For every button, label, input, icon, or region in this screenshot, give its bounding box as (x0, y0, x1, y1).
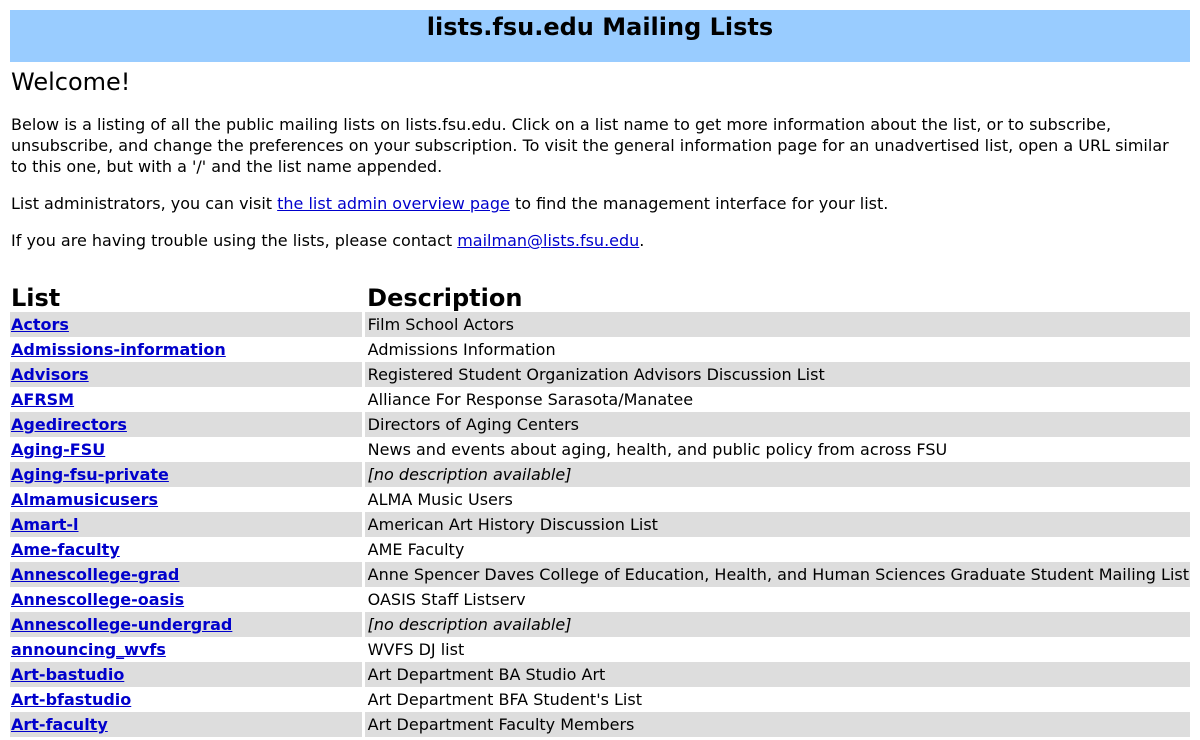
list-description-cell (363, 487, 1190, 512)
list-description-cell (363, 387, 1190, 412)
list-name-link[interactable]: Advisors (11, 365, 89, 384)
list-description-cell (363, 587, 1190, 612)
list-name-cell (10, 637, 363, 662)
list-name-link[interactable]: Aging-fsu-private (11, 465, 169, 484)
contact-text-after: . (639, 231, 645, 250)
list-name-link[interactable]: Art-bfastudio (11, 690, 132, 709)
list-description: Admissions Information (367, 340, 556, 359)
list-description: American Art History Discussion List (367, 515, 658, 534)
list-description: News and events about aging, health, and public policy from across FSU (367, 440, 948, 459)
welcome-heading: Welcome! (11, 68, 131, 96)
list-name-cell (10, 612, 363, 637)
list-description-cell (363, 462, 1190, 487)
list-name-cell (10, 412, 363, 437)
list-description: Anne Spencer Daves College of Education, Health, and Human Sciences Graduate Student Mailing List (367, 565, 1189, 584)
list-name-link[interactable]: Art-bastudio (11, 665, 125, 684)
list-name-link[interactable]: Almamusicusers (11, 490, 159, 509)
table-row (10, 312, 1190, 337)
list-name-cell (10, 712, 363, 737)
table-row (10, 637, 1190, 662)
list-name-link[interactable]: Annescollege-undergrad (11, 615, 233, 634)
list-description-cell (363, 437, 1190, 462)
table-row (10, 387, 1190, 412)
table-row (10, 362, 1190, 387)
list-description-cell (363, 337, 1190, 362)
list-description: [no description available] (367, 465, 572, 484)
list-name-link[interactable]: Art-faculty (11, 715, 108, 734)
list-description-cell (363, 562, 1190, 587)
list-description: Art Department BFA Student's List (367, 690, 642, 709)
list-description-cell (363, 637, 1190, 662)
list-description: ALMA Music Users (367, 490, 513, 509)
list-name-cell (10, 387, 363, 412)
list-description: Art Department BA Studio Art (367, 665, 606, 684)
list-name-cell (10, 312, 363, 337)
contact-text-before: If you are having trouble using the lists, please contact (11, 231, 458, 250)
column-header-list: List (11, 284, 61, 312)
list-description: [no description available] (367, 615, 572, 634)
table-body (10, 312, 1190, 737)
list-name-cell (10, 462, 363, 487)
list-description: WVFS DJ list (367, 640, 465, 659)
list-name-cell (10, 587, 363, 612)
list-name-link[interactable]: Annescollege-grad (11, 565, 180, 584)
list-name-cell (10, 487, 363, 512)
mailing-lists-table (10, 280, 1190, 737)
table-row (10, 462, 1190, 487)
page-title: lists.fsu.edu Mailing Lists (426, 13, 774, 41)
list-description-cell (363, 412, 1190, 437)
list-name-link[interactable]: Annescollege-oasis (11, 590, 185, 609)
list-description: Film School Actors (367, 315, 514, 334)
list-description: AME Faculty (367, 540, 465, 559)
list-description-cell (363, 537, 1190, 562)
list-name-link[interactable]: Amart-l (11, 515, 79, 534)
list-name-link[interactable]: Aging-FSU (11, 440, 106, 459)
list-description: Alliance For Response Sarasota/Manatee (367, 390, 694, 409)
table-row (10, 587, 1190, 612)
table-row (10, 662, 1190, 687)
list-description-cell (363, 662, 1190, 687)
table-row (10, 412, 1190, 437)
list-description: Directors of Aging Centers (367, 415, 579, 434)
list-name-cell (10, 512, 363, 537)
list-name-link[interactable]: Actors (11, 315, 69, 334)
admin-paragraph (11, 193, 1189, 214)
list-name-cell (10, 437, 363, 462)
list-description-cell (363, 612, 1190, 637)
table-row (10, 537, 1190, 562)
list-description: OASIS Staff Listserv (367, 590, 526, 609)
list-name-link[interactable]: AFRSM (11, 390, 75, 409)
list-description-cell (363, 687, 1190, 712)
list-description-cell (363, 312, 1190, 337)
table-row (10, 487, 1190, 512)
list-description: Art Department Faculty Members (367, 715, 635, 734)
contact-paragraph (11, 230, 1189, 251)
table-row (10, 512, 1190, 537)
intro-paragraph: Below is a listing of all the public mailing lists on lists.fsu.edu. Click on a list name to get more information about the list, or to subscribe, unsubscribe, and change the preferences on your subscription. To visit the general information page for an unadvertised list, open a URL similar to this one, but with a '/' and the list name appended. (11, 115, 1169, 176)
list-name-cell (10, 362, 363, 387)
list-name-cell (10, 337, 363, 362)
admin-overview-link[interactable]: the list admin overview page (277, 194, 510, 213)
table-row (10, 562, 1190, 587)
contact-email-link[interactable]: mailman@lists.fsu.edu (457, 231, 640, 250)
list-name-cell (10, 687, 363, 712)
table-row (10, 712, 1190, 737)
list-description-cell (363, 512, 1190, 537)
table-row (10, 612, 1190, 637)
table-row (10, 337, 1190, 362)
list-name-link[interactable]: Agedirectors (11, 415, 127, 434)
list-name-link[interactable]: announcing_wvfs (11, 640, 166, 659)
list-name-cell (10, 537, 363, 562)
list-description-cell (363, 712, 1190, 737)
admin-text-after: to find the management interface for your list. (509, 194, 889, 213)
column-header-description: Description (367, 284, 523, 312)
list-description: Registered Student Organization Advisors Discussion List (367, 365, 825, 384)
list-name-link[interactable]: Ame-faculty (11, 540, 120, 559)
table-row (10, 437, 1190, 462)
table-header-row (10, 280, 1190, 312)
page-header-banner (10, 10, 1190, 62)
list-name-cell (10, 662, 363, 687)
list-name-link[interactable]: Admissions-information (11, 340, 226, 359)
list-description-cell (363, 362, 1190, 387)
list-name-cell (10, 562, 363, 587)
admin-text-before: List administrators, you can visit (11, 194, 278, 213)
welcome-section (11, 66, 1189, 251)
table-row (10, 687, 1190, 712)
